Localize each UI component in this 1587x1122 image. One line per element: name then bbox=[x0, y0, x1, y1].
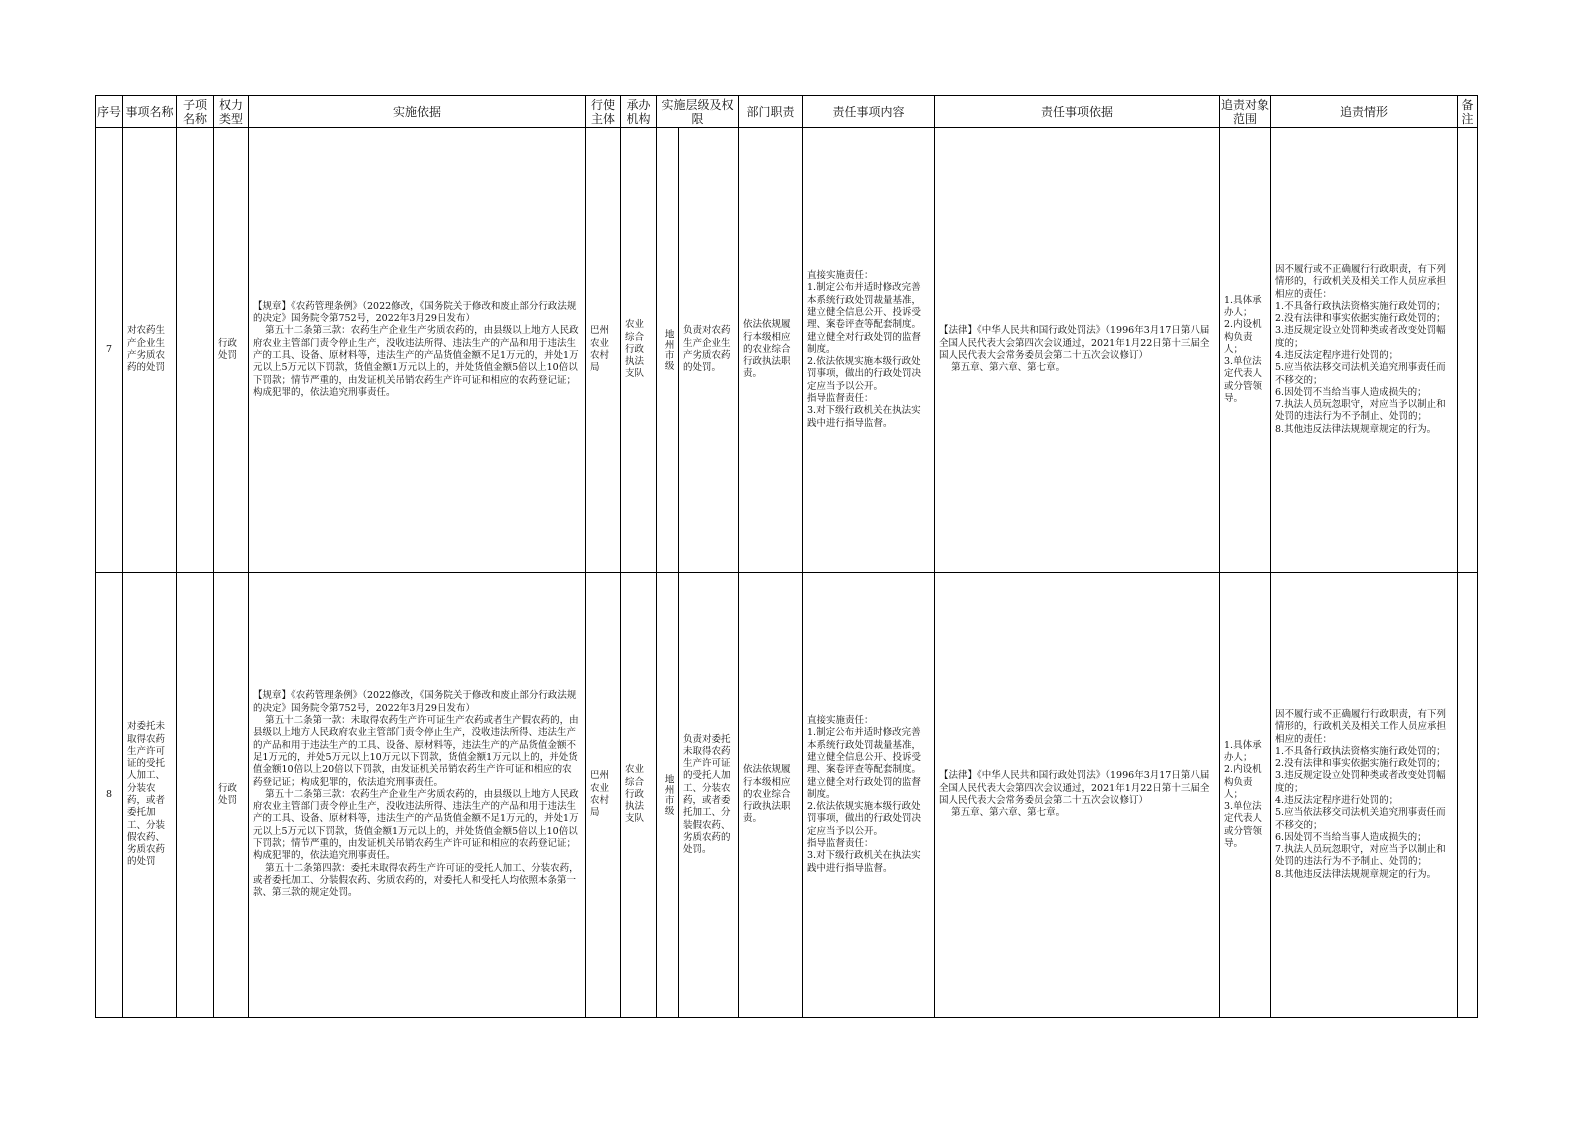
row-cases: 因不履行或不正确履行行政职责，有下列情形的，行政机关及相关工作人员应承担相应的责任： 1.不具备行政执法资格实施行政处罚的； 2.没有法律和事实依据实施行政处罚的； 3.违反规定设立处罚种类或者改变处罚幅度的； 4.违反法定程序进行处罚的； 5.应当依法移交司法机关追究刑事责任而不移交的； 6.因处罚不当给当事人造成损失的； 7.执法人员玩忽职守，对应当予以制止和处罚的违法行为不予制止、处罚的； 8.其他违反法律法规规章规定的行为。 bbox=[1271, 128, 1458, 573]
row-level bbox=[657, 573, 679, 1018]
row-type: 行政处罚 bbox=[214, 573, 249, 1018]
row-resp: 直接实施责任： 1.制定公布并适时修改完善本系统行政处罚裁量基准，建立健全信息公开、投诉受理、案卷评查等配套制度。建立健全对行政处罚的监督制度。 2.依法依规实施本级行政处罚事项，做出的行政处罚决定应当予以公开。 指导监督责任： 3.对下级行政机关在执法实践中进行指导监督。 bbox=[803, 128, 935, 573]
header-resp-basis: 责任事项依据 bbox=[935, 96, 1220, 128]
table-row bbox=[96, 573, 1478, 1018]
row-level-text: 地州市级 bbox=[662, 329, 674, 371]
header-remark: 备注 bbox=[1458, 96, 1478, 128]
row-basis: 【规章】《农药管理条例》（2022修改，《国务院关于修改和废止部分行政法规的决定》国务院令第752号，2022年3月29日发布） 第五十二条第三款：农药生产企业生产劣质农药的，由县级以上地方人民政府农业主管部门责令停止生产，没收违法所得、违法生产的产品和用于违法生产的工具、设备、原材料等，违法生产的产品货值金额不足1万元的，并处1万元以上5万元以下罚款，货值金额1万元以上的，并处货值金额5倍以上10倍以下罚款；情节严重的，由发证机关吊销农药生产许可证和相应的农药登记证；构成犯罪的，依法追究刑事责任。 bbox=[249, 128, 586, 573]
header-scope: 追责对象范围 bbox=[1221, 97, 1270, 126]
row-resp-basis: 【法律】《中华人民共和国行政处罚法》（1996年3月17日第八届全国人民代表大会第四次会议通过，2021年1月22日第十三届全国人民代表大会常务委员会第二十五次会议修订） 第五章、第六章、第七章。 bbox=[935, 128, 1220, 573]
row-type: 行政处罚 bbox=[214, 128, 249, 573]
row-sub bbox=[177, 573, 214, 1018]
row-resp: 直接实施责任： 1.制定公布并适时修改完善本系统行政处罚裁量基准，建立健全信息公开、投诉受理、案卷评查等配套制度。建立健全对行政处罚的监督制度。 2.依法依规实施本级行政处罚事项，做出的行政处罚决定应当予以公开。 指导监督责任： 3.对下级行政机关在执法实践中进行指导监督。 bbox=[803, 573, 935, 1018]
row-level-text: 地州市级 bbox=[662, 774, 674, 816]
row-subject: 巴州农业农村局 bbox=[586, 128, 621, 573]
header-resp: 责任事项内容 bbox=[803, 96, 935, 128]
row-no: 7 bbox=[96, 128, 123, 573]
header-row bbox=[96, 96, 1478, 128]
row-name: 对委托未取得农药生产许可证的受托人加工、分装农药，或者委托加工、分装假农药、劣质农药的处罚 bbox=[123, 573, 177, 1018]
row-basis: 【规章】《农药管理条例》（2022修改，《国务院关于修改和废止部分行政法规的决定》国务院令第752号，2022年3月29日发布） 第五十二条第一款：未取得农药生产许可证生产农药或者生产假农药的，由县级以上地方人民政府农业主管部门责令停止生产，没收违法所得、违法生产的产品和用于违法生产的工具、设备、原材料等，违法生产的产品货值金额不足1万元的，并处5万元以上10万元以下罚款，货值金额1万元以上的，并处货值金额10倍以上20倍以下罚款，由发证机关吊销农药生产许可证和相应的农药登记证；构成犯罪的，依法追究刑事责任。 第五十二条第三款：农药生产企业生产劣质农药的，由县级以上地方人民政府农业主管部门责令停止生产，没收违法所得、违法生产的产品和用于违法生产的工具、设备、原材料等，违法生产的产品货值金额不足1万元的，并处1万元以上5万元以下罚款，货值金额1万元以上的，并处货值金额5倍以上10倍以下罚款；情节严重的，由发证机关吊销农药生产许可证和相应的农药登记证；构成犯罪的，依法追究刑事责任。 第五十二条第四款：委托未取得农药生产许可证的受托人加工、分装农药，或者委托加工、分装假农药、劣质农药的，对委托人和受托人均依照本条第一款、第三款的规定处罚。 bbox=[249, 573, 586, 1018]
header-agency: 承办机构 bbox=[621, 96, 657, 128]
responsibility-table bbox=[95, 95, 1478, 1018]
header-sub: 子项名称 bbox=[177, 96, 214, 128]
header-type: 权力类型 bbox=[214, 96, 249, 128]
row-duty: 依法依规履行本级相应的农业综合行政执法职责。 bbox=[739, 128, 803, 573]
row-scope: 1.具体承办人； 2.内设机构负责人； 3.单位法定代表人或分管领导。 bbox=[1220, 573, 1271, 1018]
header-no: 序号 bbox=[96, 96, 123, 128]
row-remark bbox=[1458, 128, 1478, 573]
header-cases: 追责情形 bbox=[1271, 96, 1458, 128]
row-subject: 巴州农业农村局 bbox=[586, 573, 621, 1018]
header-subject: 行使主体 bbox=[586, 96, 621, 128]
header-duty: 部门职责 bbox=[739, 96, 803, 128]
row-scope: 1.具体承办人； 2.内设机构负责人； 3.单位法定代表人或分管领导。 bbox=[1220, 128, 1271, 573]
table-row bbox=[96, 128, 1478, 573]
header-basis: 实施依据 bbox=[249, 96, 586, 128]
row-authority: 负责对农药生产企业生产劣质农药的处罚。 bbox=[679, 128, 739, 573]
row-duty: 依法依规履行本级相应的农业综合行政执法职责。 bbox=[739, 573, 803, 1018]
row-agency: 农业综合行政执法支队 bbox=[621, 128, 657, 573]
row-authority: 负责对委托未取得农药生产许可证的受托人加工、分装农药，或者委托加工、分装假农药、劣质农药的处罚。 bbox=[679, 573, 739, 1018]
row-level bbox=[657, 128, 679, 573]
header-name: 事项名称 bbox=[123, 96, 177, 128]
row-cases: 因不履行或不正确履行行政职责，有下列情形的，行政机关及相关工作人员应承担相应的责任： 1.不具备行政执法资格实施行政处罚的； 2.没有法律和事实依据实施行政处罚的； 3.违反规定设立处罚种类或者改变处罚幅度的； 4.违反法定程序进行处罚的； 5.应当依法移交司法机关追究刑事责任而不移交的； 6.因处罚不当给当事人造成损失的； 7.执法人员玩忽职守，对应当予以制止和处罚的违法行为不予制止、处罚的； 8.其他违反法律法规规章规定的行为。 bbox=[1271, 573, 1458, 1018]
row-resp-basis: 【法律】《中华人民共和国行政处罚法》（1996年3月17日第八届全国人民代表大会第四次会议通过，2021年1月22日第十三届全国人民代表大会常务委员会第二十五次会议修订） 第五章、第六章、第七章。 bbox=[935, 573, 1220, 1018]
row-remark bbox=[1458, 573, 1478, 1018]
row-sub bbox=[177, 128, 214, 573]
row-no: 8 bbox=[96, 573, 123, 1018]
header-level: 实施层级及权限 bbox=[657, 96, 739, 128]
row-agency: 农业综合行政执法支队 bbox=[621, 573, 657, 1018]
row-name: 对农药生产企业生产劣质农药的处罚 bbox=[123, 128, 177, 573]
